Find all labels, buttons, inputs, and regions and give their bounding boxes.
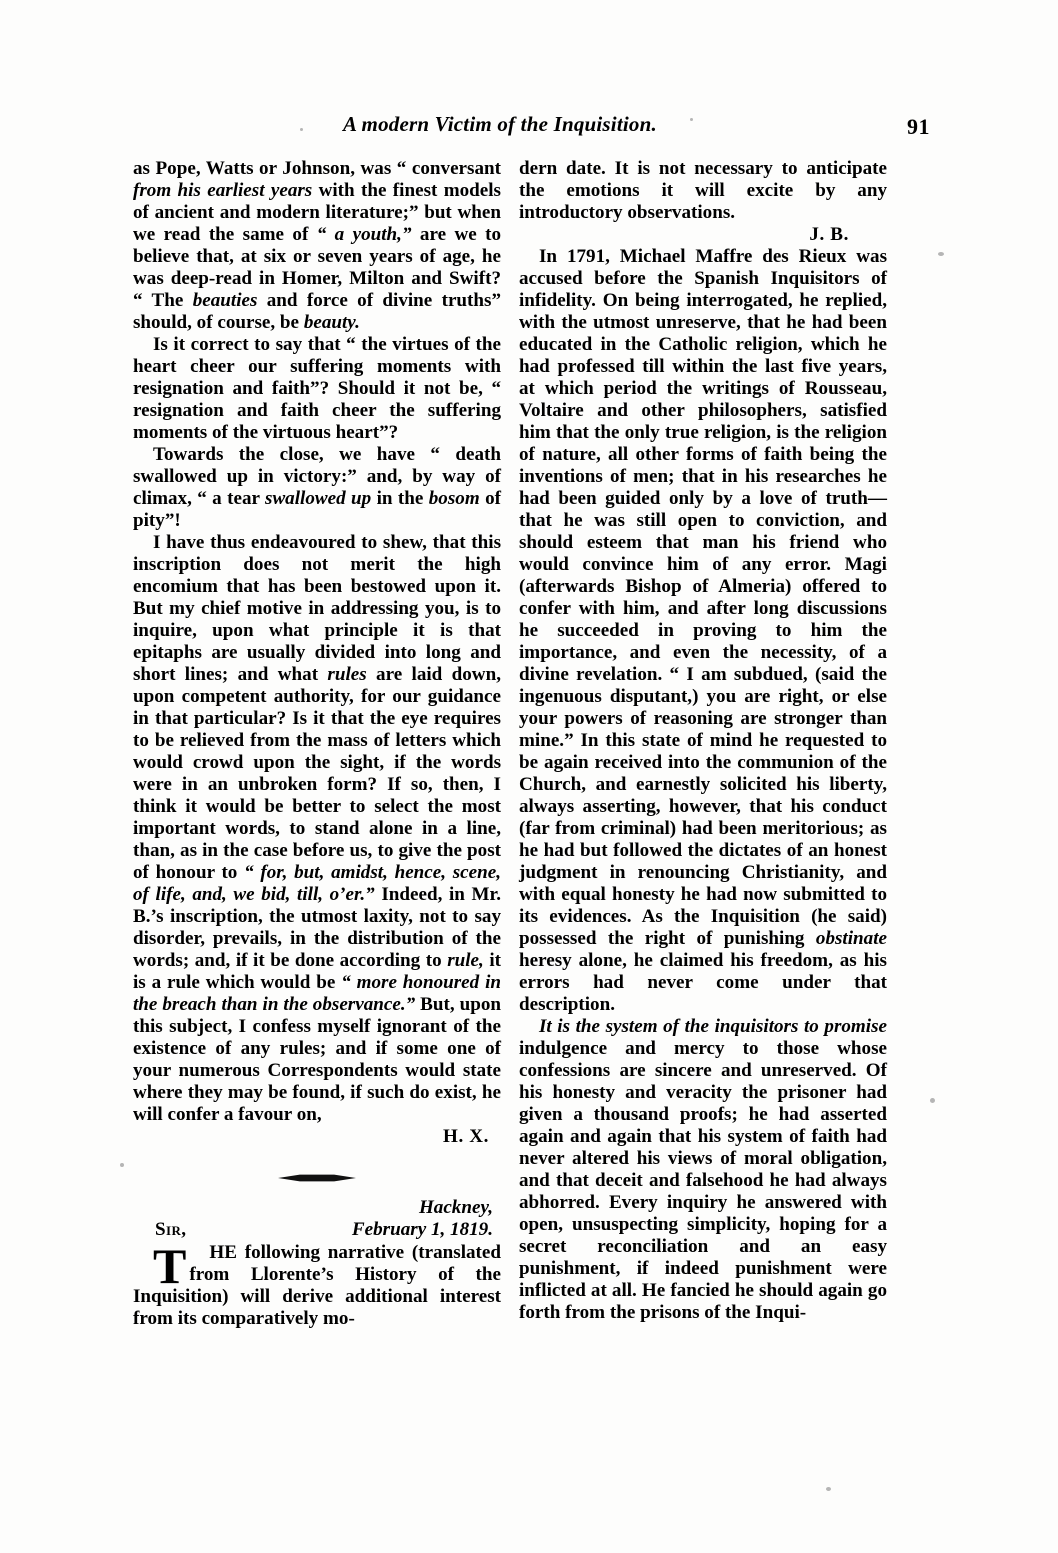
dateline-place: Hackney, xyxy=(418,1197,493,1218)
running-title: A modern Victim of the Inquisition. xyxy=(343,112,657,136)
paragraph: dern date. It is not necessary to anticipate the emotions it will excite by any introductory observations. xyxy=(519,158,887,223)
paragraph: Is it correct to say that “ the virtues of the heart cheer our suffering moments with resignation and faith”? Should it not be, “ resignation and faith cheer the suffering moments of the virtuous heart”? xyxy=(133,334,501,443)
paragraph: Towards the close, we have “ death swallowed up in victory:” and, by way of climax, “ a tear swallowed up in the bosom of pity”! xyxy=(133,444,501,531)
paragraph: I have thus endeavoured to shew, that this inscription does not merit the high encomium that has been bestowed upon it. But my chief motive in addressing you, is to inquire, upon what principle it is that epitaphs are usually divided into long and short lines; and what rules are laid down, upon competent authority, for our guidance in that particular? Is it that the eye requires to be relieved from the mass of letters which would crowd upon the sight, if the words were in an unbroken form? If so, then, I think it would be better to select the most important words, to stand alone in a line, than, as in the case before us, to give the post of honour to “ for, but, amidst, hence, scene, of life, and, we bid, till, o’er.” Indeed, in Mr. B.’s inscription, the utmost laxity, not to say disorder, prevails, in the distribution of the words; and, if it be done according to rule, it is a rule which would be “ more honoured in the breach than in the observance.” But, upon this subject, I confess myself ignorant of the existence of any rules; and if some one of your numerous Correspondents would state where they may be found, if such do exist, he will confer a favour on, xyxy=(133,532,502,1125)
right-column xyxy=(519,158,887,1324)
scan-speckle xyxy=(930,1098,935,1103)
running-head xyxy=(130,112,930,146)
scan-speckle xyxy=(120,1163,124,1167)
drop-cap: T xyxy=(153,1238,187,1294)
signature-jb: J. B. xyxy=(809,224,849,245)
left-column xyxy=(133,158,501,1330)
ornament-divider xyxy=(133,1162,501,1192)
signature-hx: H. X. xyxy=(443,1126,489,1147)
dateline-date: February 1, 1819. xyxy=(351,1219,493,1240)
scan-speckle xyxy=(690,118,693,121)
paragraph: In 1791, Michael Maffre des Rieux was accused before the Spanish Inquisitors of infidelity. On being interrogated, he replied, with the utmost unreserve, that he had been educated in the Catholic religion, which he had professed till within the last five years, at which period the writings of Rousseau, Voltaire and other philosophers, satisfied him that the only true religion, is the religion of nature, all other forms of faith being the inventions of men; that in his researches he had been guided only by a love of truth—that he was still open to conviction, and should esteem that man his friend who would convince him of any error. Magi (afterwards Bishop of Almeria) offered to confer with him, and after long discussions he succeeded in proving to him the importance, and even the necessity, of a divine revelation. “ I am subdued, (said the ingenuous disputant,) you are right, or else your powers of reasoning are stronger than mine.” In this state of mind he requested to be again received into the communion of the Church, and earnestly solicited his liberty, always asserting, however, that his conduct (far from criminal) had been meritorious; as he had but followed the dictates of an honest judgment in renouncing Christianity, and with equal honesty he had now submitted to its evidences. As the Inquisition (he said) possessed the right of punishing obstinate heresy alone, he claimed his freedom, as his errors had never come under that description. xyxy=(519,246,887,1015)
page-number: 91 xyxy=(907,114,930,139)
paragraph: It is the system of the inquisitors to promise indulgence and mercy to those whose confessions are sincere and unreserved. Of his honesty and veracity the prisoner had given a thousand proofs; he had asserted again and again that his system of faith had never altered his views of moral obligation, and that deceit and falsehood he had always abhorred. Every inquiry he answered with open, unsuspecting simplicity, hoping for a secret reconciliation and an easy punishment, if indeed punishment were inflicted at all. He fancied he should again go forth from the prisons of the Inqui- xyxy=(519,1016,887,1323)
scan-speckle xyxy=(300,128,303,131)
salutation: Sir, xyxy=(155,1219,187,1240)
scan-speckle xyxy=(826,1487,831,1491)
scan-speckle xyxy=(938,252,944,256)
paragraph: as Pope, Watts or Johnson, was “ conversant from his earliest years with the finest models of ancient and modern literature;” but when we read the same of “ a youth,” are we to believe that, at six or seven years of age, he was deep-read in Homer, Milton and Swift? “ The beauties and force of divine truths” should, of course, be beauty. xyxy=(133,158,502,333)
lens-ornament-icon xyxy=(278,1174,356,1182)
salutation-row xyxy=(133,1219,501,1242)
letter-opening-paragraph: T HE following narrative (translated from Llorente’s History of the Inquisition) will derive additional interest from its comparatively mo- xyxy=(133,1238,501,1329)
